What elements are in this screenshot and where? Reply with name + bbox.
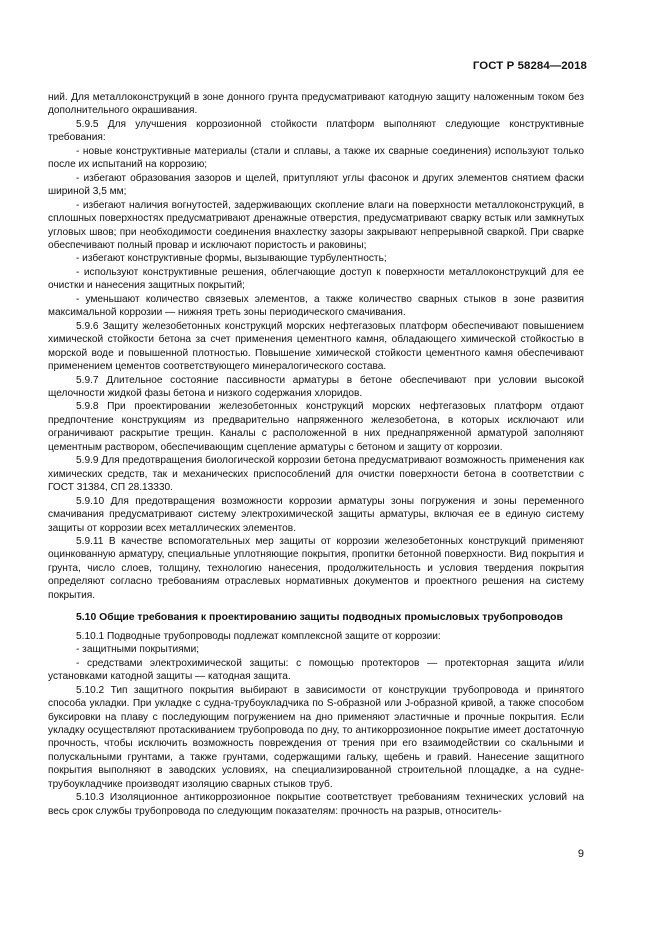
body-paragraph: 5.9.7 Длительное состояние пассивности арматуры в бетоне обеспечивают при условии высокой щелочности жидкой фазы бетона и низкого содержания хлоридов. <box>48 374 584 399</box>
body-paragraph: 5.9.11 В качестве вспомогательных мер защиты от коррозии железобетонных конструкций применяют оцинкованную арматуру, специальные уплотняющие покрытия, пропитки бетонной поверхности. Вид покрытия и грунта, число слоев, толщину, технологию нанесения, продолжительность и условия твердения покрытия определяют согласно требованиям отраслевых нормативных документов и проектного решения на систему покрытия. <box>48 535 584 601</box>
body-paragraph: 5.10.3 Изоляционное антикоррозионное покрытие соответствует требованиям технических условий на весь срок службы трубопровода по следующим показателям: прочность на разрыв, относитель- <box>48 792 584 817</box>
page-number: 9 <box>577 848 584 860</box>
body-paragraph: 5.9.6 Защиту железобетонных конструкций морских нефтегазовых платформ обеспечивают повышением химической стойкости бетона за счет применения цементного камня, обладающего химической стойкостью в морской воде и повышенной плотностью. Повышение химической стойкости цементного камня обеспечивают применением цементов соответствующего минералогического состава. <box>48 320 584 373</box>
document-body <box>48 91 584 818</box>
body-paragraph: 5.9.5 Для улучшения коррозионной стойкости платформ выполняют следующие конструктивные требования: <box>48 118 584 144</box>
body-paragraph: - избегают образования зазоров и щелей, притупляют углы фасонок и других элементов снятием фаски шириной 3,5 мм; <box>48 172 584 198</box>
body-paragraph: 5.9.8 При проектировании железобетонных конструкций морских нефтегазовых платформ отдают предпочтение конструкциям из предварительно напряженного железобетона, в которых исключают или ограничивают раскрытие трещин. Каналы с расположенной в них преднапряженной арматурой заполняют цементным раствором, обеспечивающим сцепление арматуры с бетоном и защиту от коррозии. <box>48 401 584 453</box>
body-paragraph: - новые конструктивные материалы (стали и сплавы, а также их сварные соединения) используют только после их испытаний на коррозию; <box>48 145 584 171</box>
body-paragraph: - избегают конструктивные формы, вызывающие турбулентность; <box>76 253 387 265</box>
body-paragraph: - средствами электрохимической защиты: с помощью протекторов — протекторная защита и/или установками катодной защиты — катодная защита. <box>48 657 584 683</box>
body-paragraph: - защитными покрытиями; <box>76 644 200 656</box>
body-paragraph: 5.9.9 Для предотвращения биологической коррозии бетона предусматривают возможность применения как химических средств, так и механических приспособлений для очистки поверхности бетона в соответствии с ГОСТ 31384, СП 28.13330. <box>48 455 584 494</box>
document-code-header: ГОСТ Р 58284—2018 <box>472 60 587 72</box>
body-paragraph: - используют конструктивные решения, облегчающие доступ к поверхности металлоконструкций для ее очистки и нанесения защитных покрытий; <box>48 266 584 292</box>
body-paragraph: - избегают наличия вогнутостей, задерживающих скопление влаги на поверхности металлоконструкций, в сплошных поверхностях предусматривают дренажные отверстия, предусматривают сварку встык или замкнутых угловых швов; при необходимости соединения внахлестку зазоры закрывают непрерывной сваркой. При сварке обеспечивают полный провар и исключают пористость и раковины; <box>48 199 584 251</box>
body-paragraph: ний. Для металлоконструкций в зоне донного грунта предусматривают катодную защиту наложенным током без дополнительного окрашивания. <box>48 92 584 117</box>
body-paragraph: 5.9.10 Для предотвращения возможности коррозии арматуры зоны погружения и зоны переменного смачивания предусматривают систему электрохимической защиты арматуры, включая ее в единую систему защиты от коррозии всех металлических элементов. <box>48 495 584 534</box>
body-paragraph: 5.10.1 Подводные трубопроводы подлежат комплексной защите от коррозии: <box>76 630 441 642</box>
section-heading: 5.10 Общие требования к проектированию защиты подводных промысловых трубопроводов <box>76 612 563 624</box>
body-paragraph: 5.10.2 Тип защитного покрытия выбирают в зависимости от конструкции трубопровода и принятого способа укладки. При укладке с судна-трубоукладчика по S-образной или J-образной кривой, а также способом буксировки на плаву с последующим погружением на дно применяют эластичные и прочные покрытия. Если укладку осуществляют протаскиванием трубопровода по дну, то антикоррозионное покрытие имеет достаточную прочность, чтобы исключить возможность повреждения от трения при его взаимодействии со скальными и полускальными грунтами, а также грунтами, содержащими гальку, щебень и гравий. Нанесение защитного покрытия выполняют в заводских условиях, на специализированной строительной площадке, а на судне-трубоукладчике производят изоляцию сварных стыков труб. <box>48 684 584 790</box>
body-paragraph: - уменьшают количество связевых элементов, а также количество сварных стыков в зоне развития максимальной коррозии — нижняя треть зоны периодического смачивания. <box>48 293 584 319</box>
